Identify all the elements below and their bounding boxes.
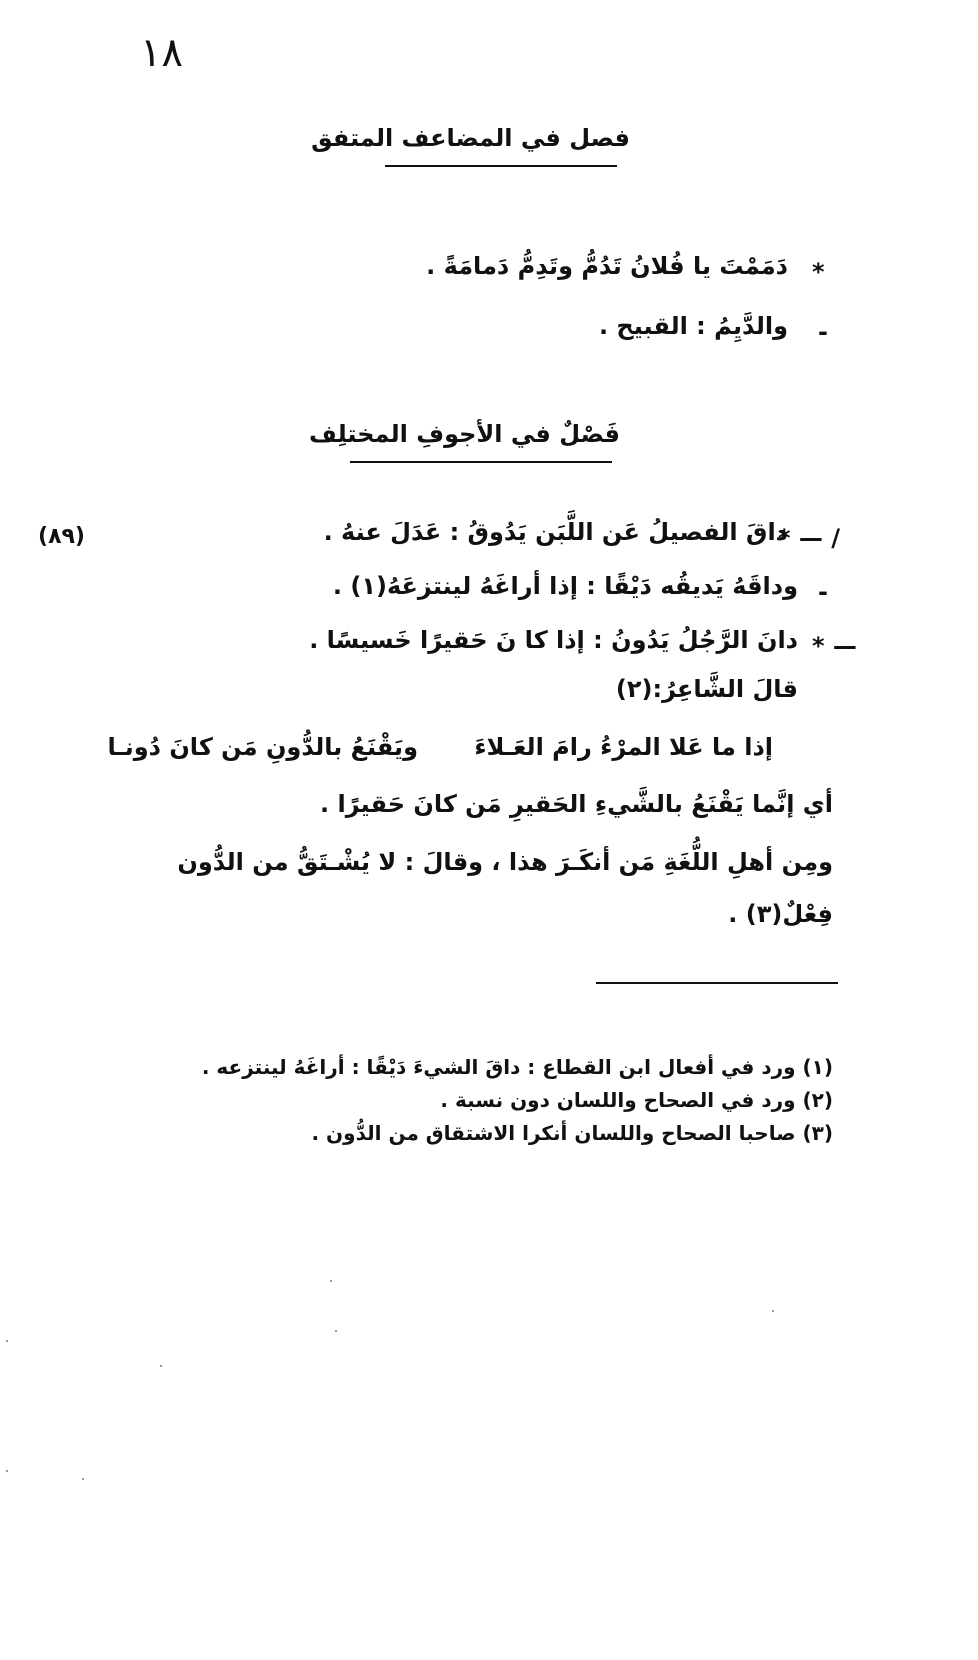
- footnote: (٢) ورد في الصحاح واللسان دون نسبة .: [440, 1088, 833, 1112]
- scan-speck: [6, 1470, 8, 1472]
- entry-marker: -: [818, 318, 828, 346]
- entry-marker: -: [818, 578, 828, 606]
- verse-second-hemistich: ويَقْنَعُ بالدُّونِ مَن كانَ دُونـا: [107, 733, 418, 761]
- note-line-end: فِعْلٌ(٣) .: [728, 900, 833, 928]
- entry-text: وداقَهُ يَديقُه دَيْقًا : إذا أراغَهُ لينتزعَهُ(١) .: [332, 572, 798, 600]
- footnote: (١) ورد في أفعال ابن القطاع : داقَ الشيءَ دَيْقًا : أراغَهُ لينتزعه .: [201, 1055, 833, 1079]
- scan-speck: [335, 1330, 337, 1332]
- entry-marker: * — /: [778, 524, 841, 552]
- entry-text: دانَ الرَّجُلُ يَدُونُ : إذا كا نَ حَقيرًا خَسيسًا .: [309, 626, 798, 654]
- entry-marker: *: [812, 258, 825, 286]
- scan-speck: [6, 1340, 8, 1342]
- poet-intro: قالَ الشَّاعِرُ:(٢): [615, 675, 798, 703]
- scan-speck: [82, 1478, 84, 1480]
- entry-text: دَمَمْتَ يا فُلانُ تَدُمُّ وتَدِمُّ دَمامَةً .: [426, 252, 788, 280]
- footnote: (٣) صاحبا الصحاح واللسان أنكرا الاشتقاق من الدُّون .: [311, 1121, 833, 1145]
- verse-first-hemistich: إذا ما عَلا المرْءُ رامَ العَـلاءَ: [474, 733, 773, 761]
- section-title-1: فصل في المضاعف المتفق: [311, 124, 630, 152]
- section-title-2-underline: [350, 461, 612, 463]
- footnote-separator: [596, 982, 838, 984]
- entry-text: داقَ الفصيلُ عَن اللَّبَن يَدُوقُ : عَدَلَ عنهُ .: [323, 518, 788, 546]
- section-title-2: فَصْلٌ في الأجوفِ المختلِف: [309, 420, 620, 448]
- entry-marker: * —: [812, 632, 857, 660]
- side-reference: (٨٩): [38, 524, 85, 549]
- scan-speck: [772, 1310, 774, 1312]
- note-line: ومِن أهلِ اللُّغَةِ مَن أنكَـرَ هذا ، وقالَ : لا يُشْـتَقُّ من الدُّون: [177, 848, 833, 876]
- explanation-line: أي إنَّما يَقْنَعُ بالشَّيءِ الحَقيرِ مَن كانَ حَقيرًا .: [320, 790, 833, 818]
- entry-text: والدَّيِمُ : القبيح .: [598, 312, 788, 340]
- scan-speck: [330, 1280, 332, 1282]
- section-title-1-underline: [385, 165, 617, 167]
- page-number: ١٨: [140, 30, 183, 76]
- scan-speck: [160, 1365, 162, 1367]
